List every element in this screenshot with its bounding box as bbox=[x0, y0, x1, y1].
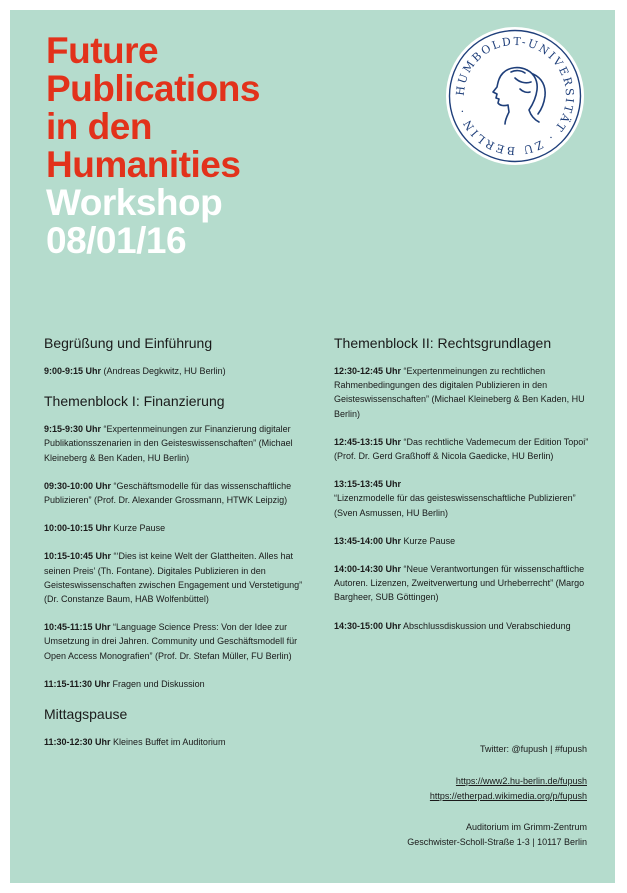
workshop-label: Workshop bbox=[46, 182, 223, 223]
program-entry bbox=[44, 735, 309, 749]
entry-time: 9:00-9:15 Uhr bbox=[44, 366, 102, 376]
entry-text: “Geschäftsmodelle für das wissenschaftliche Publizieren” (Prof. Dr. Alexander Grossmann, HTWK Leipzig) bbox=[44, 480, 292, 506]
program-entry bbox=[334, 435, 589, 463]
entry-time: 11:30-12:30 Uhr bbox=[44, 737, 111, 748]
program-entry bbox=[44, 521, 309, 535]
entry-text: (Andreas Degkwitz, HU Berlin) bbox=[101, 366, 226, 376]
entry-time: 9:15-9:30 Uhr bbox=[44, 424, 102, 435]
program-entry bbox=[44, 677, 309, 691]
entry-time: 12:30-12:45 Uhr bbox=[334, 366, 402, 376]
program-column-morning bbox=[44, 334, 309, 763]
program-entry bbox=[44, 549, 309, 606]
program-column-afternoon bbox=[334, 334, 589, 647]
title-line: Publications bbox=[46, 68, 260, 109]
twitter-handle: Twitter: @fupush | #fupush bbox=[479, 744, 587, 754]
entry-text: “Das rechtliche Vademecum der Edition Topoi” (Prof. Dr. Gerd Graßhoff & Nicola Gaedicke, HU Berlin) bbox=[334, 436, 589, 462]
venue-block bbox=[407, 820, 587, 849]
poster bbox=[10, 10, 615, 883]
title-line: Future bbox=[46, 30, 159, 71]
entry-text: Fragen und Diskussion bbox=[110, 678, 205, 689]
entry-text: Kurze Pause bbox=[111, 523, 166, 534]
entry-time: 12:45-13:15 Uhr bbox=[334, 436, 402, 447]
entry-time: 10:45-11:15 Uhr bbox=[44, 622, 111, 633]
title-line: in den bbox=[46, 106, 152, 147]
entry-time: 14:00-14:30 Uhr bbox=[334, 564, 402, 575]
entry-time: 10:15-10:45 Uhr bbox=[44, 551, 112, 562]
title-line: Humanities bbox=[46, 144, 241, 185]
program-entry bbox=[334, 364, 589, 421]
poster-title bbox=[46, 32, 260, 260]
entry-time: 11:15-11:30 Uhr bbox=[44, 678, 111, 689]
program-entry bbox=[334, 534, 589, 548]
entry-text: “Neue Verantwortungen für wissenschaftliche Autoren. Lizenzen, Zweitverwertung und Urheberrecht” (Margo Bargheer, SUB Göttingen) bbox=[334, 564, 585, 603]
program-entry bbox=[334, 619, 589, 633]
links-block bbox=[430, 774, 587, 803]
section-heading: Themenblock II: Rechtsgrundlagen bbox=[334, 335, 552, 351]
entry-text: “Expertenmeinungen zu rechtlichen Rahmenbedingungen des digitalen Publizieren in den Geisteswissenschaften” (Michael Kleineberg & Ben Kaden, HU Berlin) bbox=[334, 366, 585, 419]
program-entry bbox=[334, 562, 589, 605]
program-entry bbox=[44, 479, 309, 507]
entry-text: Kleines Buffet im Auditorium bbox=[110, 737, 226, 748]
section-heading: Themenblock I: Finanzierung bbox=[44, 393, 225, 410]
program-entry bbox=[334, 477, 589, 520]
entry-time: 10:00-10:15 Uhr bbox=[44, 523, 112, 534]
workshop-link[interactable]: https://www2.hu-berlin.de/fupush bbox=[455, 776, 587, 786]
entry-text: “Language Science Press: Von der Idee zur Umsetzung in drei Jahren. Community und Geschäftsmodell für Open Access Monografien” (Prof. Dr. Stefan Müller, FU Berlin) bbox=[44, 622, 298, 661]
section-heading: Begrüßung und Einführung bbox=[44, 335, 213, 351]
entry-time: 14:30-15:00 Uhr bbox=[334, 620, 402, 631]
venue-name: Auditorium im Grimm-Zentrum bbox=[465, 822, 587, 832]
entry-text: Kurze Pause bbox=[401, 535, 456, 546]
workshop-date: 08/01/16 bbox=[46, 220, 187, 261]
entry-text: “Expertenmeinungen zur Finanzierung digitaler Publikationsszenarien in den Geisteswissenschaften” (Michael Kleineberg & Ben Kaden, HU Berlin) bbox=[44, 424, 293, 463]
program-entry bbox=[44, 364, 309, 378]
program-entry bbox=[44, 620, 309, 663]
entry-text: “‘Dies ist keine Welt der Glattheiten. Alles hat seinen Preis’ (Th. Fontane). Digitales Publizieren in den Geisteswissenschaften zwischen Engagement und Verstetigung” (Dr. Constanze Baum, HAB Wolfenbüttel) bbox=[44, 551, 303, 605]
entry-text: Abschlussdiskussion und Verabschiedung bbox=[401, 620, 571, 631]
entry-text: “Lizenzmodelle für das geisteswissenschaftliche Publizieren” (Sven Asmussen, HU Berlin) bbox=[334, 493, 576, 518]
program-entry bbox=[44, 422, 309, 465]
entry-time: 09:30-10:00 Uhr bbox=[44, 480, 112, 491]
section-heading: Mittagspause bbox=[44, 706, 128, 723]
etherpad-link[interactable]: https://etherpad.wikimedia.org/p/fupush bbox=[429, 790, 587, 801]
entry-time: 13:15-13:45 Uhr bbox=[334, 479, 402, 490]
entry-time: 13:45-14:00 Uhr bbox=[334, 535, 402, 546]
university-seal bbox=[445, 26, 585, 166]
venue-address: Geschwister-Scholl-Straße 1-3 | 10117 Berlin bbox=[407, 836, 587, 847]
seal-ring-text: HUMBOLDT-UNIVERSITÄT · ZU BERLIN · bbox=[453, 34, 577, 158]
